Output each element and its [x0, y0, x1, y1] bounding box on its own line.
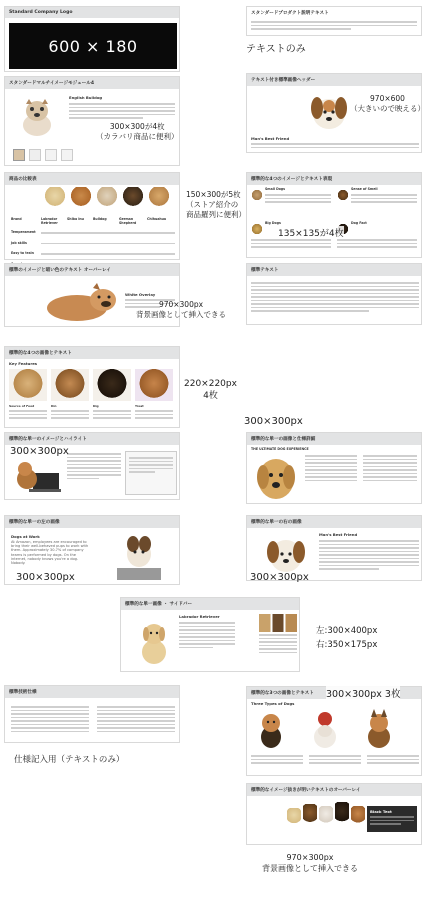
three-image-1 [253, 709, 289, 749]
thumbnail-3[interactable] [45, 149, 57, 161]
compare-card [4, 172, 180, 260]
four-grid-tile-2 [337, 187, 419, 221]
note-comparison: 300×300px [244, 416, 303, 427]
thumbnail-strip [13, 149, 73, 161]
highlight-header: 標準的な単一のイメージとハイライト [5, 433, 179, 445]
three-image-sub: Three Types of Dogs [251, 701, 295, 706]
four-image-4 [135, 369, 173, 401]
note-dark-overlay: 970×300px 背景画像として挿入できる [262, 853, 358, 873]
bulldog-image [17, 95, 57, 137]
comparison-col-2 [363, 453, 417, 483]
four-caption-4: Treat [135, 404, 144, 408]
highlight-body [67, 451, 121, 481]
multi-image-card [4, 76, 180, 166]
four-grid-header: 標準的な4つのイメージとテキスト表現 [247, 173, 421, 185]
compare-row-label-2: Job skills [11, 240, 27, 245]
single-left-body: At Amazon, employees are encouraged to bring their well-behaved pups to work with them. Approximately 30.7% of company teams is performed by dogs. On the internet, nobody knows you're a dog. Nobody. [11, 540, 89, 566]
single-right-header: 標準的な単一の右の画像 [247, 516, 421, 528]
labrador-puppy-image [135, 616, 173, 666]
compare-dog-1 [45, 187, 65, 209]
note-sidebar: 左:300×400px 右:350×175px [316, 626, 378, 650]
golden-retriever-image [253, 453, 299, 501]
multi-image-header: スタンダードマルチイメージモジュール4 [5, 77, 179, 89]
four-caption-3: Dig [93, 404, 99, 408]
spec-card [4, 685, 180, 743]
compare-row-label-0: Brand [11, 217, 22, 221]
note-single-right: 300×300px [250, 572, 309, 583]
compare-row-label-1: Temperament [11, 230, 36, 234]
compare-dog-2 [71, 187, 91, 209]
four-image-3 [93, 369, 131, 401]
three-image-header: 標準的な3つの画像とテキスト [247, 687, 421, 699]
four-grid-title-3: Big Dogs [265, 221, 281, 225]
comparison-col-1 [305, 453, 357, 483]
thumbnail-4[interactable] [61, 149, 73, 161]
single-left-title: Dogs at Work [11, 534, 40, 539]
compare-header: 商品の比較表 [5, 173, 179, 185]
highlight-box [125, 451, 177, 495]
spec-header: 標準技術仕様 [5, 686, 179, 698]
three-image-captions [251, 753, 419, 766]
note-spec: 仕様記入用（テキストのみ） [14, 755, 125, 765]
compare-table [11, 217, 175, 267]
multi-image-body [69, 101, 175, 121]
three-image-3 [361, 709, 397, 749]
overlay-header: 標準のイメージと暗い色のテキスト オーバーレイ [5, 264, 179, 276]
sidebar-title: Labrador Retriever [179, 614, 220, 619]
compare-col-4: Chihuahua [147, 217, 167, 221]
logo-card-header: Standard Company Logo [5, 7, 179, 18]
sidebar-header: 標準的な単一画像 ・ サイドバー [121, 598, 299, 610]
dogs-group-image [287, 802, 365, 828]
note-overlay1: 970×300px 背景画像として挿入できる [136, 300, 226, 319]
puppy-right-image [261, 532, 311, 576]
text-only-card [246, 6, 422, 36]
text-only-header: スタンダードプロダクト説明テキスト [247, 7, 421, 19]
compare-dog-3 [97, 187, 117, 209]
dog-headphones-image [109, 532, 169, 582]
dark-overlay-box-title: Black Text [370, 809, 392, 814]
comparison-table-title: THE ULTIMATE DOG EXPERIENCE [251, 447, 309, 451]
note-four-grid: 135×135が4枚 [278, 226, 344, 239]
note-multi: 300×300が4枚 （カラバリ商品に便利） [96, 122, 179, 141]
single-left-header: 標準的な単一の左の画像 [5, 516, 179, 528]
single-right-title: Man's Best Friend [319, 532, 358, 537]
note-three-img: 300×300px 3枚 [326, 686, 400, 700]
compare-col-2: Bulldog [93, 217, 107, 221]
sidebar-body [179, 620, 235, 650]
four-caption-2: Kin [51, 404, 57, 408]
four-image-1 [9, 369, 47, 401]
thumbnail-1[interactable] [13, 149, 25, 161]
sidebar-card [120, 597, 300, 672]
logo-card [4, 6, 180, 72]
note-single-left: 300×300px [16, 572, 75, 583]
four-image-row [9, 369, 173, 401]
four-grid-title-2: Sense of Smell [351, 187, 378, 191]
std-text-header: 標準テキスト [247, 264, 421, 276]
three-image-2 [307, 709, 343, 749]
four-grid-title-4: Dog Fact [351, 221, 367, 225]
logo-placeholder-size: 600 × 180 [48, 36, 138, 56]
note-text-only: テキストのみ [246, 44, 306, 55]
thumbnail-2[interactable] [29, 149, 41, 161]
bulldog-lying-image [41, 278, 121, 324]
comparison-table-card [246, 432, 422, 504]
four-image-2 [51, 369, 89, 401]
header-image-title: Man's Best Friend [251, 136, 290, 141]
dark-overlay-header: 標準的なイメージ抜きが明いテキストのオーバーレイ [247, 784, 421, 796]
compare-dog-5 [149, 187, 169, 209]
comparison-table-header: 標準的な単一の画像と仕様詳細 [247, 433, 421, 445]
four-grid-tile-4 [337, 221, 419, 255]
multi-image-title: English Bulldog [69, 95, 103, 100]
note-header-image: 970×600 （大きいので映える） [350, 94, 425, 113]
spec-table [11, 704, 175, 734]
compare-col-1: Shiba Inu [67, 217, 84, 221]
four-image-header: 標準的な4つの画像とテキスト [5, 347, 179, 359]
four-caption-1: Source of Food [9, 404, 35, 408]
note-highlight: 300×300px [10, 446, 69, 457]
header-image-header: テキスト付き標準画像ヘッダー [247, 74, 421, 86]
note-compare: 150×300が5枚 （ストア紹介の 商品羅列に便利） [186, 190, 246, 219]
three-image-row [253, 709, 397, 749]
four-image-sub: Key Features [9, 361, 38, 366]
compare-dog-row [45, 187, 169, 209]
highlight-card [4, 432, 180, 500]
four-image-captions [9, 404, 173, 421]
dark-overlay-card [246, 783, 422, 845]
std-text-card [246, 263, 422, 325]
four-image-card [4, 346, 180, 428]
compare-row-label-3: Easy to train [11, 251, 34, 255]
compare-col-0: Labrador Retriever [41, 217, 58, 225]
note-four: 220×220px 4枚 [184, 379, 237, 401]
logo-placeholder [9, 23, 177, 69]
dark-overlay-box [367, 806, 417, 832]
four-grid-title-1: Small Dogs [265, 187, 286, 191]
four-grid-card [246, 172, 422, 258]
sidebar-dogs-image [259, 614, 297, 632]
sidebar-panel [259, 614, 297, 669]
compare-dog-4 [123, 187, 143, 209]
four-grid-tile-1 [251, 187, 333, 221]
overlay-box-title: White Overlay [125, 292, 156, 297]
compare-col-3: German Shepherd [119, 217, 137, 225]
